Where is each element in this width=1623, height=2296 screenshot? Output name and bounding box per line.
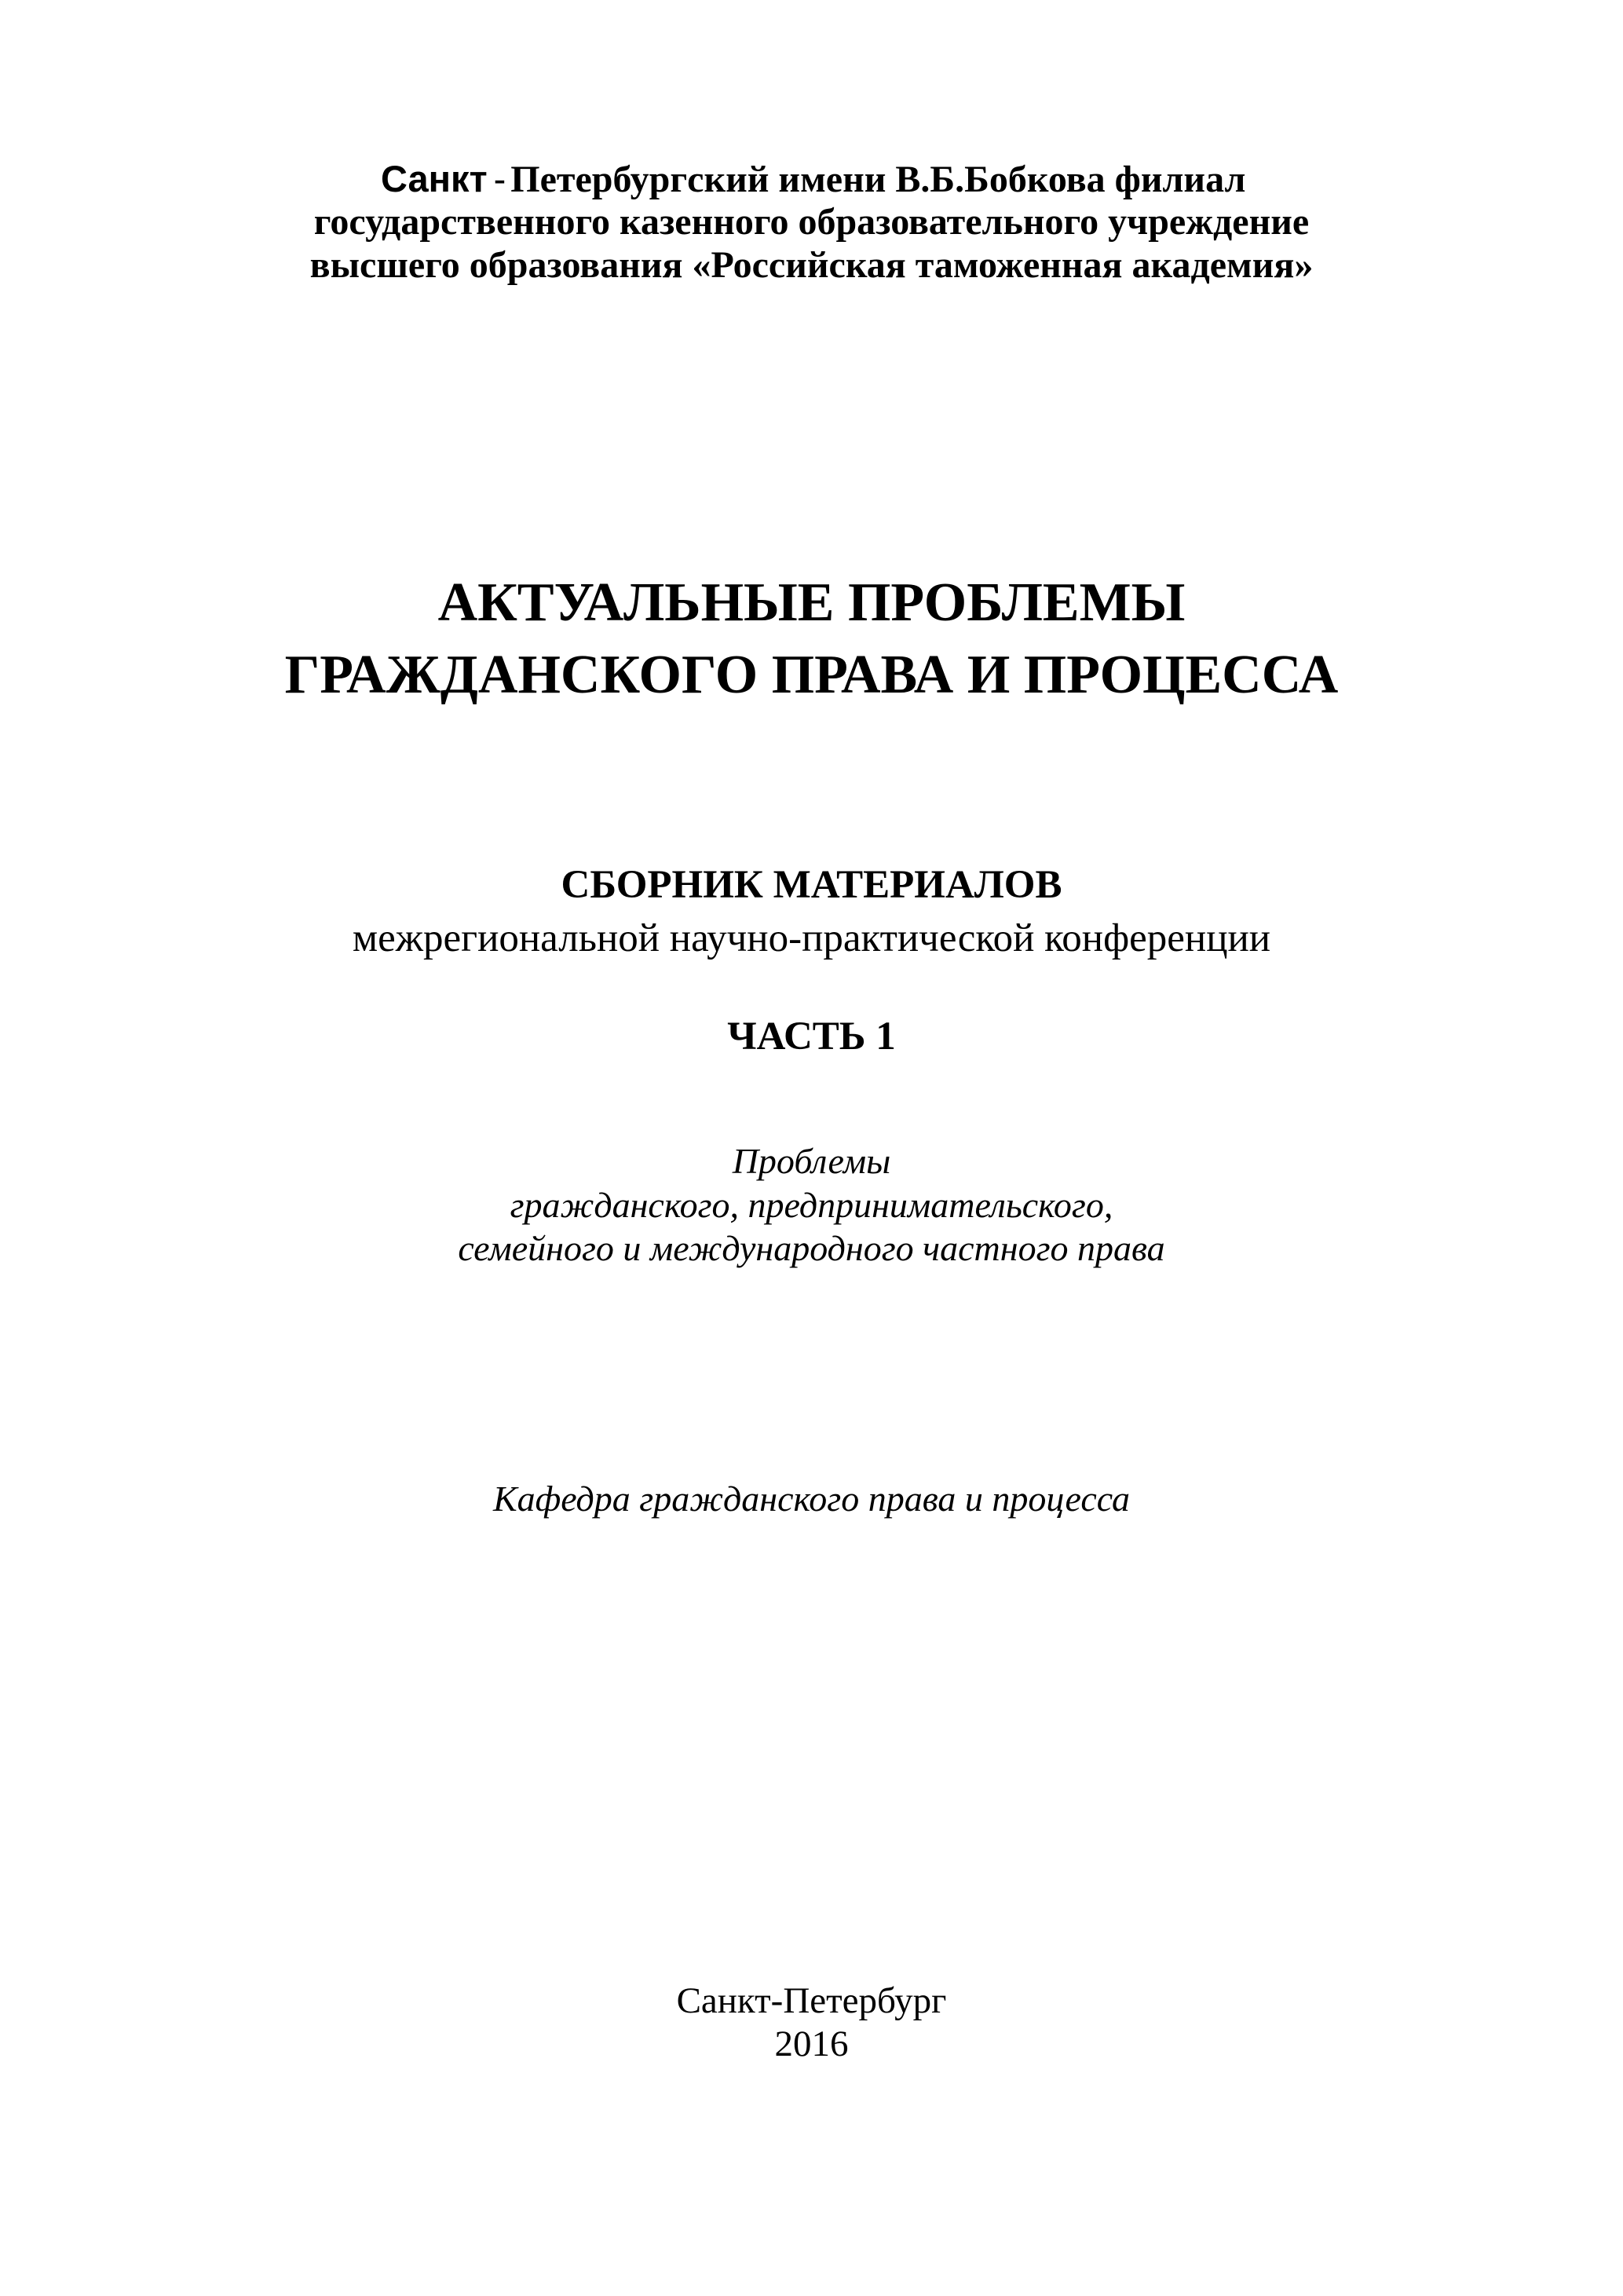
- main-title-line-2: ГРАЖДАНСКОГО ПРАВА И ПРОЦЕССА: [284, 645, 1339, 705]
- collection-subtitle: межрегиональной научно-практической конференции: [352, 916, 1271, 960]
- institution-city-part: Санкт: [381, 158, 488, 199]
- institution-dash: -: [493, 158, 506, 199]
- imprint-year: 2016: [774, 2024, 849, 2064]
- institution-line-1: [381, 157, 1245, 202]
- topics-line-3: семейного и международного частного права: [458, 1228, 1165, 1268]
- imprint-city: Санкт-Петербург: [676, 1980, 947, 2021]
- topics-line-1: Проблемы: [732, 1141, 891, 1181]
- topics-line-2: гражданского, предпринимательского,: [510, 1185, 1113, 1225]
- department: Кафедра гражданского права и процесса: [493, 1479, 1130, 1519]
- institution-line-2: государственного казенного образовательного учреждение: [313, 201, 1310, 243]
- main-title-line-1: АКТУАЛЬНЫЕ ПРОБЛЕМЫ: [437, 572, 1186, 633]
- institution-name-part: Петербургский имени В.Б.Бобкова филиал: [510, 159, 1246, 200]
- part-number: ЧАСТЬ 1: [727, 1015, 896, 1058]
- institution-line-3: высшего образования «Российская таможенная академия»: [309, 244, 1314, 286]
- collection-heading: СБОРНИК МАТЕРИАЛОВ: [561, 863, 1062, 907]
